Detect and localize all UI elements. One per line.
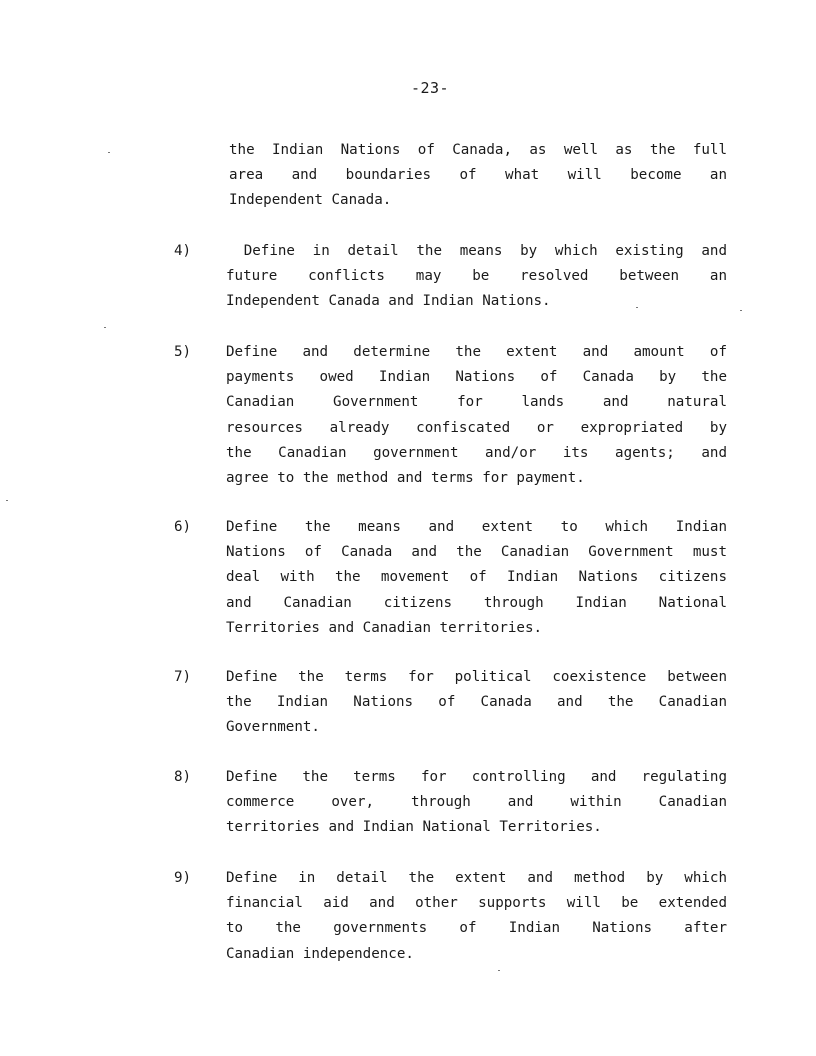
item-line: agree to the method and terms for payment.: [226, 469, 585, 486]
item-number: 9): [174, 870, 192, 886]
item-line: deal with the movement of Indian Nations citizens: [226, 569, 727, 586]
scan-speck: [108, 152, 110, 153]
item-line: Territories and Canadian territories.: [226, 619, 543, 636]
item-line: and Canadian citizens through Indian National: [226, 594, 727, 611]
item-line: the Indian Nations of Canada and the Canadian: [226, 694, 727, 711]
item-line: Independent Canada and Indian Nations.: [226, 293, 551, 310]
item-line: payments owed Indian Nations of Canada by the: [226, 369, 727, 386]
item-line: Government.: [226, 719, 320, 736]
item-line: financial aid and other supports will be extended: [226, 895, 727, 912]
item-line: Define the terms for controlling and regulating: [226, 769, 727, 785]
item-text: [226, 239, 727, 315]
scan-speck: [104, 327, 106, 328]
item-text: [226, 866, 727, 967]
item-text: [226, 340, 727, 491]
scan-speck: [6, 500, 8, 501]
item-number: 5): [174, 344, 192, 360]
item-text: [226, 665, 727, 741]
item-line: Nations of Canada and the Canadian Government must: [226, 544, 727, 561]
page-number: -23-: [410, 79, 450, 97]
item-line: Define and determine the extent and amount of: [226, 344, 727, 360]
item-line: resources already confiscated or expropriated by: [226, 419, 727, 436]
paragraph-line: the Indian Nations of Canada, as well as the full: [229, 142, 727, 158]
item-line: Canadian Government for lands and natural: [226, 394, 727, 411]
item-text: [226, 765, 727, 841]
item-line: Define the means and extent to which Indian: [226, 519, 727, 535]
item-line: the Canadian government and/or its agents; and: [226, 444, 727, 461]
scan-speck: [636, 307, 638, 308]
scan-speck: [498, 970, 500, 971]
scan-speck: [740, 310, 742, 311]
item-number: 7): [174, 669, 192, 685]
item-line: Define in detail the means by which existing and: [226, 243, 727, 259]
item-text: [226, 515, 727, 641]
item-number: 4): [174, 243, 192, 259]
lead-paragraph: [229, 138, 727, 214]
item-number: 6): [174, 519, 192, 535]
paragraph-line: Independent Canada.: [229, 192, 392, 209]
item-line: territories and Indian National Territories.: [226, 819, 602, 836]
paragraph-line: area and boundaries of what will become an: [229, 167, 727, 184]
item-line: future conflicts may be resolved between an: [226, 268, 727, 285]
item-line: Define in detail the extent and method by which: [226, 870, 727, 886]
item-line: Define the terms for political coexistence between: [226, 669, 727, 685]
item-line: to the governments of Indian Nations after: [226, 920, 727, 937]
item-line: commerce over, through and within Canadian: [226, 794, 727, 811]
item-number: 8): [174, 769, 192, 785]
item-line: Canadian independence.: [226, 945, 414, 962]
